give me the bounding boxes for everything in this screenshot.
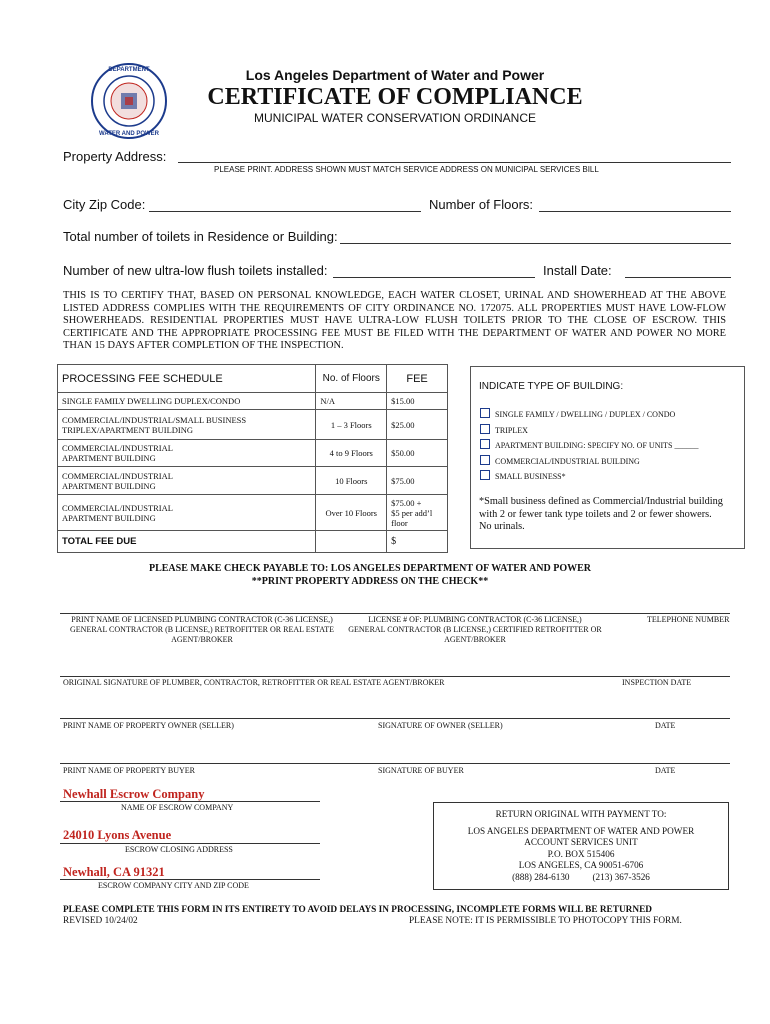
fee-row-type-line: APARTMENT BUILDING [62,512,156,523]
toilets-new-label: Number of new ultra-low flush toilets installed: [63,263,328,278]
property-address-input[interactable] [178,162,731,163]
buyer-signature-label: SIGNATURE OF BUYER [378,766,464,775]
option-label: SINGLE FAMILY / DWELLING / DUPLEX / CONDO [495,410,676,419]
return-line: LOS ANGELES, CA 90051-6706 [518,860,644,870]
photocopy-note: PLEASE NOTE: IT IS PERMISSIBLE TO PHOTOCOPY THIS FORM. [409,916,682,926]
option-label: COMMERCIAL/INDUSTRIAL BUILDING [495,456,640,466]
owner-date-label: DATE [655,721,676,730]
checkbox[interactable] [480,455,490,465]
page-subtitle: MUNICIPAL WATER CONSERVATION ORDINANCE [253,111,537,125]
escrow-city-value[interactable]: Newhall, CA 91321 [63,865,165,879]
fee-row-type-line: APARTMENT BUILDING [62,480,156,491]
fee-row-type-line: APARTMENT BUILDING [62,453,156,463]
buyer-name-label: PRINT NAME OF PROPERTY BUYER [63,766,195,775]
buyer-date-label: DATE [655,766,676,775]
building-option-small-business[interactable] [480,469,698,485]
table-row [58,531,448,553]
building-type-heading: INDICATE TYPE OF BUILDING: [479,381,624,392]
original-signature-label: ORIGINAL SIGNATURE OF PLUMBER, CONTRACTOR, RETROFITTER OR REAL ESTATE AGENT/BROKER [63,678,445,687]
checkbox[interactable] [480,408,490,418]
owner-name-label: PRINT NAME OF PROPERTY OWNER (SELLER) [63,721,234,730]
return-line: RETURN ORIGINAL WITH PAYMENT TO: [495,809,667,819]
option-label: TRIPLEX [495,425,528,435]
total-fee-floors [316,531,387,553]
fee-row-floors: N/A [316,393,387,410]
svg-text:DEPARTMENT: DEPARTMENT [108,67,150,73]
note-line: *Small business defined as Commercial/Industrial building [479,496,723,507]
fee-header-type: PROCESSING FEE SCHEDULE [58,365,316,393]
escrow-city-label: ESCROW COMPANY CITY AND ZIP CODE [98,881,249,890]
table-row [58,410,448,440]
building-option-apartment[interactable] [480,438,698,454]
table-row [58,495,448,531]
escrow-company-line [60,801,320,802]
fee-row-type-line: COMMERCIAL/INDUSTRIAL [62,443,173,453]
revised-date: REVISED 10/24/02 [63,916,138,926]
label-line: GENERAL CONTRACTOR (B LICENSE,) RETROFITTER OR REAL ESTATE [70,625,334,634]
dept-name: Los Angeles Department of Water and Power [245,67,545,83]
buyer-signature-line[interactable] [60,763,730,764]
return-line: (888) 284-6130 (213) 367-3526 [512,871,650,882]
address-print-note: PLEASE PRINT. ADDRESS SHOWN MUST MATCH SERVICE ADDRESS ON MUNICIPAL SERVICES BILL [214,165,599,174]
toilets-new-input[interactable] [333,277,535,278]
fee-row-fee: $50.00 [387,440,448,467]
small-business-note [479,496,723,534]
label-line: AGENT/BROKER [444,635,506,644]
fee-row-fee: $15.00 [387,393,448,410]
building-type-options [480,407,698,485]
fee-row-type [58,410,316,440]
owner-signature-label: SIGNATURE OF OWNER (SELLER) [378,721,503,730]
return-line: P.O. BOX 515406 [547,848,615,859]
fee-row-fee [387,495,448,531]
label-line: LICENSE # OF: PLUMBING CONTRACTOR (C-36 LICENSE,) [368,615,582,624]
license-label [340,615,610,645]
contractor-name-label [62,615,342,645]
telephone-label: TELEPHONE NUMBER [647,615,730,624]
owner-signature-line[interactable] [60,718,730,719]
fee-row-fee: $25.00 [387,410,448,440]
install-date-input[interactable] [625,277,731,278]
fee-row-type: SINGLE FAMILY DWELLING DUPLEX/CONDO [58,393,316,410]
total-fee-input[interactable]: $ [387,531,448,553]
label-line: PRINT NAME OF LICENSED PLUMBING CONTRACTOR (C-36 LICENSE,) [71,615,333,624]
fee-header-fee: FEE [387,365,448,393]
payable-line-2: **PRINT PROPERTY ADDRESS ON THE CHECK** [251,576,489,587]
toilets-total-label: Total number of toilets in Residence or Building: [63,229,338,244]
escrow-company-value[interactable]: Newhall Escrow Company [63,787,205,801]
escrow-address-value[interactable]: 24010 Lyons Avenue [63,828,172,842]
escrow-address-label: ESCROW CLOSING ADDRESS [125,845,233,854]
page-title: CERTIFICATE OF COMPLIANCE [207,84,583,110]
escrow-company-label: NAME OF ESCROW COMPANY [121,803,234,812]
option-label: APARTMENT BUILDING: SPECIFY NO. OF UNITS ______ [495,441,699,450]
install-date-label: Install Date: [543,263,612,278]
label-line: AGENT/BROKER [171,635,233,644]
escrow-address-line [60,843,320,844]
inspection-date-label: INSPECTION DATE [622,678,692,687]
fee-row-fee: $75.00 [387,467,448,495]
table-row [58,393,448,410]
fee-line: floor [391,517,408,528]
fee-header-floors: No. of Floors [316,365,387,393]
escrow-city-line [60,879,320,880]
floors-input[interactable] [539,211,731,212]
label-line: GENERAL CONTRACTOR (B LICENSE,) CERTIFIED RETROFITTER OR [348,625,602,634]
floors-label: Number of Floors: [429,197,534,212]
building-option-single-family[interactable] [480,407,698,423]
return-line: LOS ANGELES DEPARTMENT OF WATER AND POWER [467,825,695,836]
fee-row-type [58,495,316,531]
return-address-box [433,802,729,890]
table-row [58,467,448,495]
fee-line: $75.00 + [391,497,422,508]
property-address-label: Property Address: [63,149,167,164]
toilets-total-input[interactable] [340,243,731,244]
fee-row-floors: 10 Floors [316,467,387,495]
fee-line: $5 per add’l [391,507,433,518]
table-row [58,440,448,467]
option-label: SMALL BUSINESS* [495,472,566,481]
zip-input[interactable] [149,211,421,212]
note-line: with 2 or fewer tank type toilets and 2 or fewer showers. [479,508,712,520]
fee-row-floors: Over 10 Floors [316,495,387,531]
checkbox[interactable] [480,424,490,434]
building-option-commercial[interactable] [480,454,698,470]
return-line: ACCOUNT SERVICES UNIT [524,837,638,847]
total-fee-label: TOTAL FEE DUE [58,531,316,553]
fee-row-type-line: COMMERCIAL/INDUSTRIAL [62,502,173,513]
incomplete-warning: PLEASE COMPLETE THIS FORM IN ITS ENTIRETY TO AVOID DELAYS IN PROCESSING, INCOMPLETE FORMS WILL BE RETURNED [63,905,653,915]
certification-text: THIS IS TO CERTIFY THAT, BASED ON PERSONAL KNOWLEDGE, EACH WATER CLOSET, URINAL AND SHOWERHEAD AT THE ABOVE LISTED ADDRESS COMPLIES WITH THE REQUIREMENTS OF CITY ORDINANCE NO. 172075. ALL PROPERTIES MUST HAVE LOW-FLOW SHOWERHEADS. RESIDENTIAL PROPERTIES MUST HAVE ULTRA-LOW FLUSH TOILETS PRIOR TO THE CLOSE OF ESCROW. THIS CERTIFICATE AND THE APPROPRIATE PROCESSING FEE MUST BE FILED WITH THE DEPARTMENT OF WATER AND POWER NO MORE THAN 15 DAYS AFTER COMPLETION OF THE INSPECTION. [63,290,726,352]
fee-row-type [58,467,316,495]
checkbox[interactable] [480,439,490,449]
svg-text:WATER AND POWER: WATER AND POWER [99,131,159,137]
contractor-signature-line[interactable] [60,613,730,614]
fee-row-type-line: COMMERCIAL/INDUSTRIAL [62,470,173,481]
zip-label: City Zip Code: [63,197,146,212]
checkbox[interactable] [480,470,490,480]
fee-row-type-line: COMMERCIAL/INDUSTRIAL/SMALL BUSINESS [62,414,247,425]
original-signature-line[interactable] [60,676,730,677]
fee-row-type-line: TRIPLEX/APARTMENT BUILDING [62,424,194,435]
fee-schedule-table [57,364,448,553]
fee-row-type [58,440,316,467]
note-line: No urinals. [479,521,525,532]
payable-line-1: PLEASE MAKE CHECK PAYABLE TO: LOS ANGELES DEPARTMENT OF WATER AND POWER [148,563,592,574]
building-option-triplex[interactable] [480,423,698,439]
fee-row-floors: 4 to 9 Floors [316,440,387,467]
building-type-box [470,366,745,549]
fee-row-floors: 1 – 3 Floors [316,410,387,440]
